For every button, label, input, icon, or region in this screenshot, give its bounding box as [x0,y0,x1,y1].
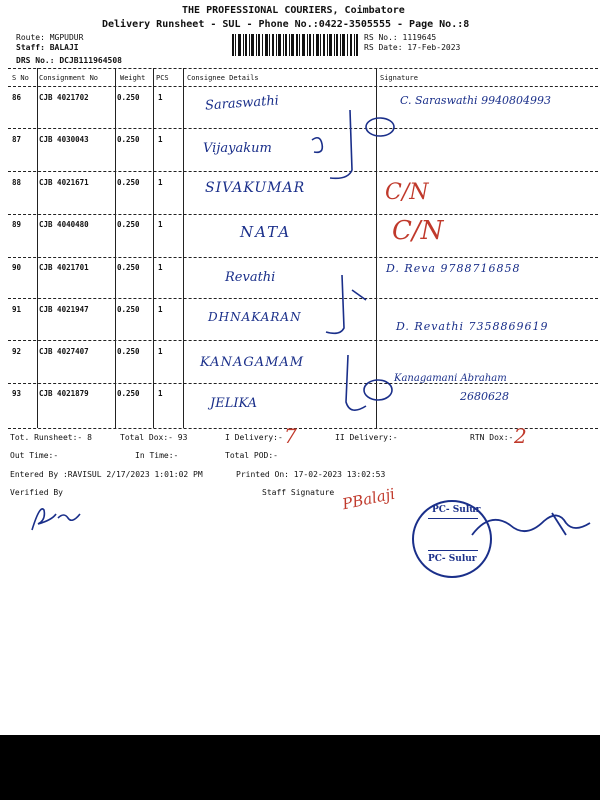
col-divider [115,68,116,428]
row-weight: 0.250 [117,220,140,229]
rtn-dox-handwritten: 2 [514,424,527,448]
stamp-text-bottom: PC- Sulur [428,554,477,564]
row-signature: Kanagamani Abraham [394,373,507,384]
row-consignment: CJB 4021671 [39,178,89,187]
row-weight: 0.250 [117,178,140,187]
rtn-dox-label: RTN Dox:- [470,433,514,442]
drs-number: DRS No.: DCJB111964508 [16,56,122,65]
row-consignee-name: DHNAKARAN [208,310,302,324]
scan-edge-bar [0,735,600,800]
row-consignee-name: JELIKA [210,396,258,411]
header-top-rule [8,68,598,69]
row-pcs: 1 [158,305,163,314]
printed-on: Printed On: 17-02-2023 13:02:53 [236,470,386,479]
row-signature: D. Revathi 7358869619 [396,320,549,333]
total-dox: Total Dox:- 93 [120,433,188,442]
staff-label: Staff: BALAJI [16,43,79,52]
runsheet-title: Delivery Runsheet - SUL - Phone No.:0422-3505555 - Page No.:8 [102,19,470,30]
col-consignee: Consignee Details [187,74,259,82]
staff-signature-label: Staff Signature [262,488,335,497]
row-pcs: 1 [158,347,163,356]
row-signature: 2680628 [460,390,509,403]
row-sno: 88 [12,178,22,187]
staff-handwritten-signature: PBalaji [340,484,397,514]
row-consignee-name: SIVAKUMAR [205,180,306,196]
row-consignment: CJB 4021947 [39,305,89,314]
col-signature: Signature [380,74,418,82]
row-sno: 86 [12,93,22,102]
row-consignee-name: Vijayakum [203,141,272,156]
col-sno: S No [12,74,29,82]
row-sno: 87 [12,135,22,144]
stamp-text-top: PC- Sulur [432,505,481,515]
row-sno: 91 [12,305,22,314]
row-consignee-name: Saraswathi [204,93,280,114]
row-pcs: 1 [158,389,163,398]
col-divider [153,68,154,428]
row-consignment: CJB 4021701 [39,263,89,272]
col-divider [37,68,38,428]
row-weight: 0.250 [117,389,140,398]
row-consignment: CJB 4040480 [39,220,89,229]
row-consignee-name: NATA [240,223,292,241]
route-label: Route: MGPUDUR [16,33,84,42]
table-bottom-rule [8,428,598,429]
entered-by: Entered By :RAVISUL 2/17/2023 1:01:02 PM [10,470,203,479]
row-pcs: 1 [158,178,163,187]
row-consignee-name: KANAGAMAM [200,355,305,370]
col-weight: Weight [120,74,146,82]
row-signature: C/N [392,216,444,246]
rs-date: RS Date: 17-Feb-2023 [364,43,461,52]
row-sno: 90 [12,263,22,272]
row-sno: 89 [12,220,22,229]
in-time-label: In Time:- [135,451,179,460]
row-consignment: CJB 4021879 [39,389,89,398]
row-signature: C. Saraswathi 9940804993 [400,94,552,107]
row-signature: C/N [385,180,429,205]
row-pcs: 1 [158,135,163,144]
row-sno: 92 [12,347,22,356]
total-runsheet: Tot. Runsheet:- 8 [10,433,92,442]
row-weight: 0.250 [117,305,140,314]
row-consignee-name: Revathi [225,270,276,285]
row-sno: 93 [12,389,22,398]
verifier-signature [28,500,88,536]
row-signature: D. Reva 9788716858 [386,262,521,275]
i-delivery-label: I Delivery:- [225,433,283,442]
row-weight: 0.250 [117,135,140,144]
total-pod-label: Total POD:- [225,451,278,460]
col-divider [183,68,184,428]
col-pcs: PCS [156,74,169,82]
row-weight: 0.250 [117,347,140,356]
row-weight: 0.250 [117,263,140,272]
rs-number: RS No.: 1119645 [364,33,437,42]
row-consignment: CJB 4030043 [39,135,89,144]
staff-scribble-signature [470,505,595,555]
row-pcs: 1 [158,93,163,102]
ii-delivery-label: II Delivery:- [335,433,398,442]
row-consignment: CJB 4021702 [39,93,89,102]
row-weight: 0.250 [117,93,140,102]
row-consignment: CJB 4027407 [39,347,89,356]
i-delivery-handwritten: 7 [284,424,297,448]
row-pcs: 1 [158,220,163,229]
barcode [232,34,358,56]
col-consignment: Consignment No [39,74,99,82]
company-title: THE PROFESSIONAL COURIERS, Coimbatore [182,5,405,16]
verified-by-label: Verified By [10,488,63,497]
header-bottom-rule [8,86,598,87]
bracket-scribbles [300,100,410,420]
row-pcs: 1 [158,263,163,272]
out-time-label: Out Time:- [10,451,59,460]
